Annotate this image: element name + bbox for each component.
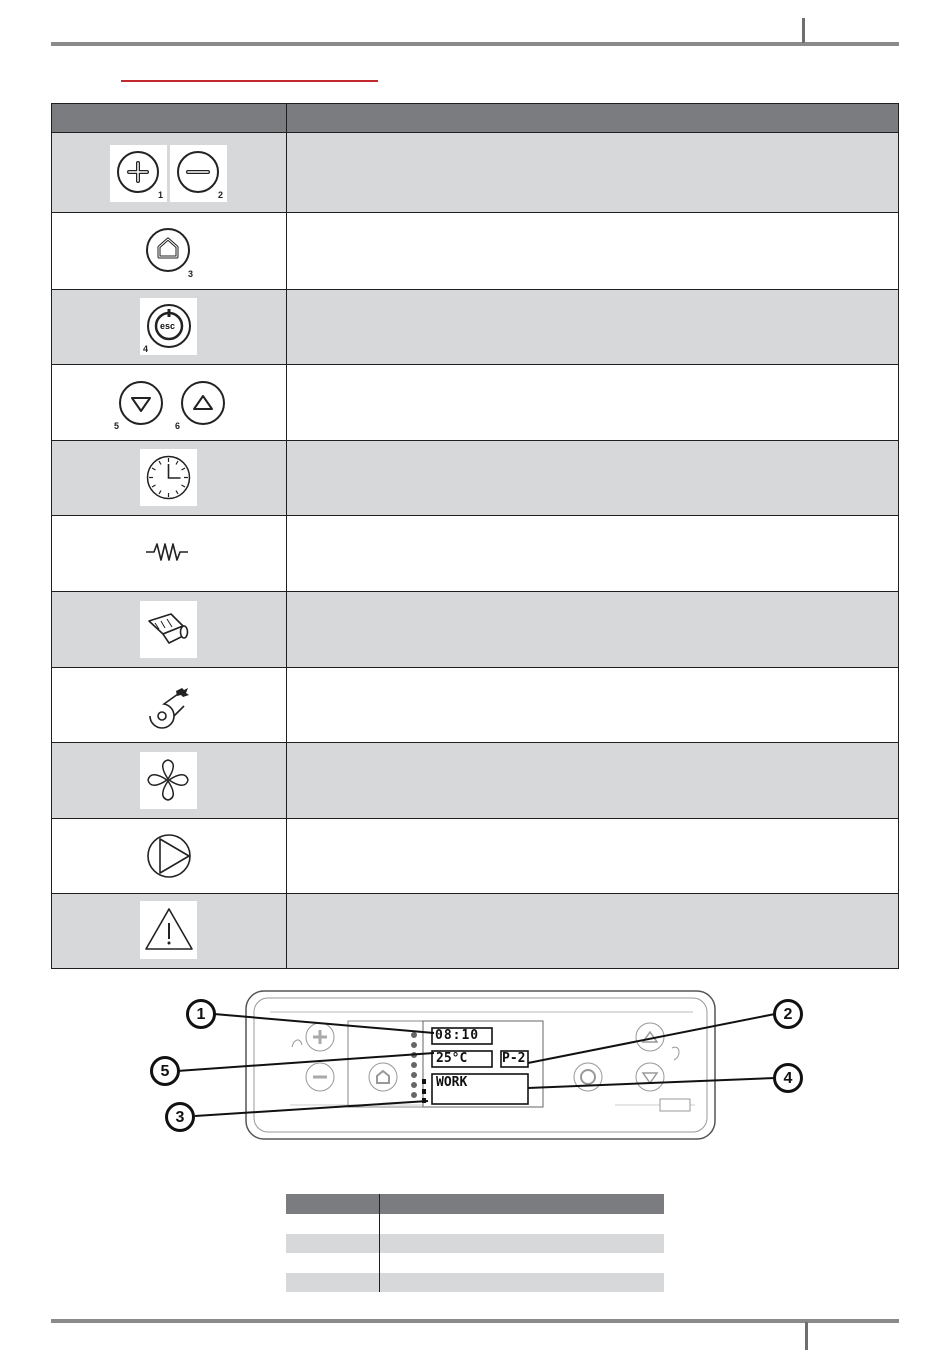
- icon-label-3: 3: [188, 269, 194, 279]
- control-panel-figure: [150, 985, 815, 1145]
- icon-label-4: 4: [143, 344, 149, 354]
- up-arrow-button-icon: [172, 377, 227, 435]
- minus-button-icon: [170, 145, 227, 202]
- plus-button-icon: [110, 145, 167, 202]
- bottom-table-row-3: [286, 1273, 664, 1292]
- exhaust-fan-icon: [140, 678, 197, 735]
- table-row-warning: [52, 894, 898, 968]
- esc-label: esc: [160, 321, 176, 331]
- auger-pellet-feed-icon: [140, 601, 197, 658]
- callout-4: 4: [773, 1063, 803, 1093]
- display-temperature: 25°C: [436, 1051, 468, 1066]
- footer-tick: [805, 1322, 808, 1350]
- ventilation-fan-icon: [140, 752, 197, 809]
- table-row-exhaust: [52, 668, 898, 743]
- pump-icon: [140, 828, 197, 885]
- bottom-table-divider: [379, 1194, 380, 1292]
- display-power-level: P-2: [502, 1051, 526, 1066]
- display-status: WORK: [436, 1075, 468, 1090]
- callout-1: 1: [186, 999, 216, 1029]
- icon-label-6: 6: [175, 421, 181, 431]
- table-row-fan: [52, 743, 898, 819]
- display-time: 08:10: [435, 1028, 480, 1043]
- table-row-clock: [52, 441, 898, 516]
- table-row-resistance: [52, 516, 898, 592]
- bottom-table-row-1: [286, 1234, 664, 1253]
- header-rule: [51, 42, 899, 46]
- icon-label-5: 5: [114, 421, 120, 431]
- clock-icon: [140, 449, 197, 506]
- table-header-cell-icon: [52, 104, 287, 132]
- home-button-icon: [140, 223, 198, 281]
- table-row-home: [52, 213, 898, 290]
- table-row-auger: [52, 592, 898, 668]
- callout-2: 2: [773, 999, 803, 1029]
- resistance-heater-icon: [140, 528, 197, 573]
- table-header-row: [52, 104, 898, 133]
- icon-label-2: 2: [218, 190, 224, 200]
- callout-3: 3: [165, 1102, 195, 1132]
- section-title-underline: [121, 80, 378, 82]
- bottom-table-header: [286, 1194, 664, 1214]
- header-tick: [802, 18, 805, 43]
- table-row-power-esc: [52, 290, 898, 365]
- icon-label-1: 1: [158, 190, 164, 200]
- bottom-table: [286, 1194, 664, 1292]
- down-arrow-button-icon: [112, 377, 167, 435]
- table-row-plus-minus: [52, 133, 898, 213]
- callout-5: 5: [150, 1056, 180, 1086]
- power-esc-button-icon: [140, 298, 197, 355]
- footer-rule: [51, 1319, 899, 1323]
- icon-legend-table: [51, 103, 899, 969]
- table-row-pump: [52, 819, 898, 894]
- warning-triangle-icon: [140, 901, 197, 959]
- table-row-arrows: [52, 365, 898, 441]
- control-panel-drawing: [150, 985, 815, 1145]
